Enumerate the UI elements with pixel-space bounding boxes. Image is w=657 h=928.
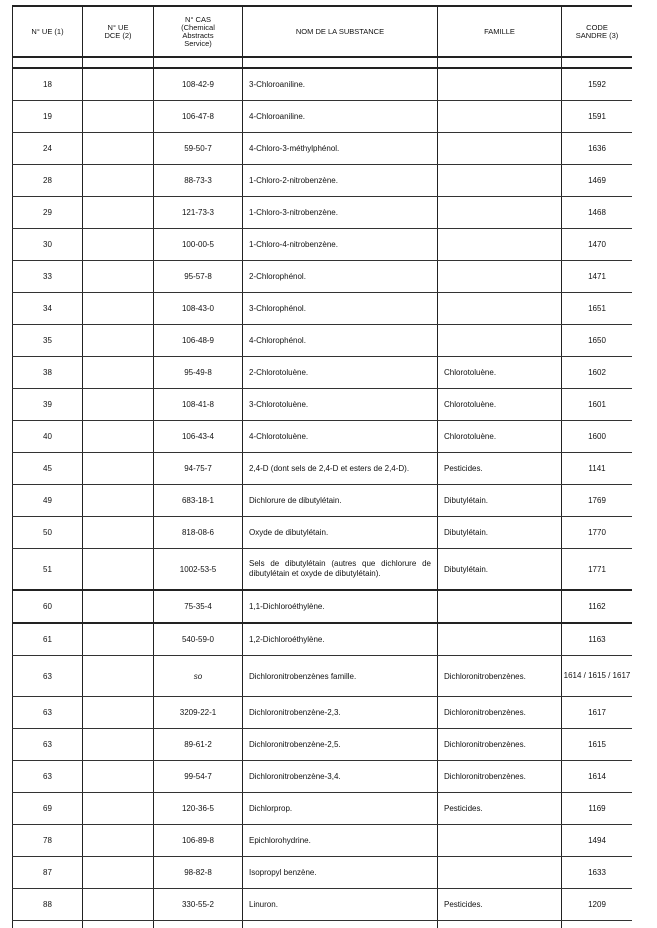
cell-cas: 3209-22-1 bbox=[154, 697, 243, 729]
cell-dce bbox=[83, 729, 154, 761]
cell-cas: 98-82-8 bbox=[154, 857, 243, 889]
cell-sandre-code: 1600 bbox=[562, 421, 633, 453]
cell-cas: 75-35-4 bbox=[154, 590, 243, 623]
table-row bbox=[13, 453, 633, 485]
cell-ue: 30 bbox=[13, 229, 83, 261]
cell-sandre-code: 1636 bbox=[562, 133, 633, 165]
cell-family: Chlorotoluène. bbox=[438, 389, 562, 421]
cell-sandre-code: 1163 bbox=[562, 623, 633, 656]
cell-family bbox=[438, 825, 562, 857]
cell-substance-name: Dichloronitrobenzène-3,4. bbox=[243, 761, 438, 793]
cell-ue: 40 bbox=[13, 421, 83, 453]
cell-substance-name: Sels de dibutylétain (autres que dichlorure de dibutylétain et oxyde de dibutylétain). bbox=[243, 549, 438, 591]
cell-dce bbox=[83, 889, 154, 921]
cell-substance-name: 1,2-Dichloroéthylène. bbox=[243, 623, 438, 656]
cell-sandre-code: 1771 bbox=[562, 549, 633, 591]
table-row bbox=[13, 549, 633, 591]
cell-ue: 18 bbox=[13, 68, 83, 101]
cell-ue: 60 bbox=[13, 590, 83, 623]
cell-cas: 540-59-0 bbox=[154, 623, 243, 656]
cell-cas: 108-41-8 bbox=[154, 389, 243, 421]
cell-family bbox=[438, 165, 562, 197]
cell-dce bbox=[83, 197, 154, 229]
cell-ue: 51 bbox=[13, 549, 83, 591]
cell-sandre-code: 1617 bbox=[562, 697, 633, 729]
cell-sandre-code: 1615 bbox=[562, 729, 633, 761]
cell-dce bbox=[83, 389, 154, 421]
cell-substance-name: Epichlorohydrine. bbox=[243, 825, 438, 857]
table-row bbox=[13, 485, 633, 517]
cell-family bbox=[438, 261, 562, 293]
table-row bbox=[13, 729, 633, 761]
cell-substance-name: 1-Chloro-4-nitrobenzène. bbox=[243, 229, 438, 261]
cell-substance-name: Dichloronitrobenzènes famille. bbox=[243, 656, 438, 697]
table-row bbox=[13, 421, 633, 453]
cell-substance-name: 2-Chlorophénol. bbox=[243, 261, 438, 293]
cell-substance-name: Oxyde de dibutylétain. bbox=[243, 517, 438, 549]
cell-substance-name: 3-Chlorophénol. bbox=[243, 293, 438, 325]
cell-family: Dichloronitrobenzènes. bbox=[438, 697, 562, 729]
cell-sandre-code: 1209 bbox=[562, 889, 633, 921]
table-row bbox=[13, 68, 633, 101]
cell-ue: 88 bbox=[13, 889, 83, 921]
cell-dce bbox=[83, 229, 154, 261]
table-row bbox=[13, 389, 633, 421]
cell-cas: 95-57-8 bbox=[154, 261, 243, 293]
cell-ue: 33 bbox=[13, 261, 83, 293]
cell-sandre-code: 1614 / 1615 / 1617 bbox=[562, 656, 633, 697]
table-row bbox=[13, 825, 633, 857]
cell-substance-name: Dichlorure de dibutylétain. bbox=[243, 485, 438, 517]
cell-substance-name: 3-Chloroaniline. bbox=[243, 68, 438, 101]
cell-family bbox=[438, 229, 562, 261]
cell-cas: 100-00-5 bbox=[154, 229, 243, 261]
table-row bbox=[13, 590, 633, 623]
cell-ue: 38 bbox=[13, 357, 83, 389]
table-row bbox=[13, 197, 633, 229]
table-row bbox=[13, 261, 633, 293]
cell-sandre-code: 1769 bbox=[562, 485, 633, 517]
cell-sandre-code: 1141 bbox=[562, 453, 633, 485]
header-spacer-row bbox=[13, 57, 633, 68]
cell-sandre-code: 1169 bbox=[562, 793, 633, 825]
table-row bbox=[13, 293, 633, 325]
header-name: NOM DE LA SUBSTANCE bbox=[243, 6, 438, 57]
cell-dce bbox=[83, 697, 154, 729]
cell-ue: 69 bbox=[13, 793, 83, 825]
cell-ue: 87 bbox=[13, 857, 83, 889]
cell-dce bbox=[83, 825, 154, 857]
cell-family bbox=[438, 857, 562, 889]
cell-cas: 94-75-7 bbox=[154, 453, 243, 485]
cell-cas: so bbox=[154, 656, 243, 697]
table-row bbox=[13, 133, 633, 165]
cell-dce bbox=[83, 857, 154, 889]
cell-family bbox=[438, 623, 562, 656]
cell-cas: 89-61-2 bbox=[154, 729, 243, 761]
header-family: FAMILLE bbox=[438, 6, 562, 57]
table-row bbox=[13, 623, 633, 656]
cell-sandre-code: 1468 bbox=[562, 197, 633, 229]
cell-ue: 78 bbox=[13, 825, 83, 857]
cell-dce bbox=[83, 453, 154, 485]
cell-cas: 108-42-9 bbox=[154, 68, 243, 101]
cell-dce bbox=[83, 623, 154, 656]
cell-dce bbox=[83, 421, 154, 453]
cell-substance-name: 2-Chlorotoluène. bbox=[243, 357, 438, 389]
cell-family: Dibutylétain. bbox=[438, 485, 562, 517]
cell-family: Dibutylétain. bbox=[438, 549, 562, 591]
cell-substance-name: Dichloronitrobenzène-2,5. bbox=[243, 729, 438, 761]
cell-cas: 120-36-5 bbox=[154, 793, 243, 825]
cell-sandre-code: 1469 bbox=[562, 165, 633, 197]
cell-substance-name: 4-Chloroaniline. bbox=[243, 101, 438, 133]
table-header-row bbox=[13, 6, 633, 57]
cell-ue: 63 bbox=[13, 697, 83, 729]
cell-family bbox=[438, 293, 562, 325]
substance-table bbox=[12, 5, 632, 928]
cell-cas: 106-43-4 bbox=[154, 421, 243, 453]
cell-dce bbox=[83, 549, 154, 591]
header-ue: N° UE (1) bbox=[13, 6, 83, 57]
cell-dce bbox=[83, 793, 154, 825]
cell-sandre-code: 1651 bbox=[562, 293, 633, 325]
cell-dce bbox=[83, 165, 154, 197]
cell-substance-name: Isopropyl benzène. bbox=[243, 857, 438, 889]
table-row bbox=[13, 165, 633, 197]
cell-ue: 28 bbox=[13, 165, 83, 197]
cell-sandre-code: 1770 bbox=[562, 517, 633, 549]
cell-dce bbox=[83, 357, 154, 389]
cell-dce bbox=[83, 68, 154, 101]
header-dce: N° UE DCE (2) bbox=[83, 6, 154, 57]
cell-substance-name: 3-Chlorotoluène. bbox=[243, 389, 438, 421]
substance-table-page bbox=[12, 5, 632, 928]
table-row bbox=[13, 889, 633, 921]
cell-family bbox=[438, 197, 562, 229]
cell-cas: 121-73-3 bbox=[154, 197, 243, 229]
cell-ue: 63 bbox=[13, 761, 83, 793]
cell-family: Dibutylétain. bbox=[438, 517, 562, 549]
cell-substance-name: 1-Chloro-3-nitrobenzène. bbox=[243, 197, 438, 229]
cell-ue: 45 bbox=[13, 453, 83, 485]
cell-ue: 34 bbox=[13, 293, 83, 325]
cell-cas: 683-18-1 bbox=[154, 485, 243, 517]
cell-family: Pesticides. bbox=[438, 793, 562, 825]
cell-family: Pesticides. bbox=[438, 453, 562, 485]
cell-sandre-code: 1602 bbox=[562, 357, 633, 389]
cell-family bbox=[438, 68, 562, 101]
cell-ue: 61 bbox=[13, 623, 83, 656]
cell-ue: 63 bbox=[13, 729, 83, 761]
cell-cas: 59-50-7 bbox=[154, 133, 243, 165]
cell-dce bbox=[83, 133, 154, 165]
cell-cas: 1002-53-5 bbox=[154, 549, 243, 591]
cell-cas: 99-54-7 bbox=[154, 761, 243, 793]
cell-family: Dichloronitrobenzènes. bbox=[438, 729, 562, 761]
cell-family bbox=[438, 101, 562, 133]
cell-dce bbox=[83, 656, 154, 697]
cell-substance-name: 2,4-D (dont sels de 2,4-D et esters de 2,4-D). bbox=[243, 453, 438, 485]
cell-sandre-code: 1471 bbox=[562, 261, 633, 293]
table-row bbox=[13, 325, 633, 357]
header-cas: N° CAS (Chemical Abstracts Service) bbox=[154, 6, 243, 57]
cell-sandre-code: 1592 bbox=[562, 68, 633, 101]
cell-dce bbox=[83, 101, 154, 133]
cell-dce bbox=[83, 517, 154, 549]
cell-substance-name: Linuron. bbox=[243, 889, 438, 921]
cell-cas: 106-47-8 bbox=[154, 101, 243, 133]
cell-ue: 29 bbox=[13, 197, 83, 229]
table-row bbox=[13, 357, 633, 389]
cell-dce bbox=[83, 485, 154, 517]
cell-family: Chlorotoluène. bbox=[438, 421, 562, 453]
cell-family: Pesticides. bbox=[438, 889, 562, 921]
cell-sandre-code: 1633 bbox=[562, 857, 633, 889]
header-code: CODE SANDRE (3) bbox=[562, 6, 633, 57]
table-row bbox=[13, 101, 633, 133]
cell-ue: 49 bbox=[13, 485, 83, 517]
cell-substance-name: 4-Chloro-3-méthylphénol. bbox=[243, 133, 438, 165]
cell-sandre-code: 1650 bbox=[562, 325, 633, 357]
table-row bbox=[13, 656, 633, 697]
cell-substance-name: 4-Chlorotoluène. bbox=[243, 421, 438, 453]
cell-family bbox=[438, 590, 562, 623]
cell-sandre-code: 1601 bbox=[562, 389, 633, 421]
cell-cas: 106-48-9 bbox=[154, 325, 243, 357]
cell-sandre-code: 1494 bbox=[562, 825, 633, 857]
cell-dce bbox=[83, 761, 154, 793]
cell-sandre-code: 1162 bbox=[562, 590, 633, 623]
cell-family: Chlorotoluène. bbox=[438, 357, 562, 389]
cell-ue: 39 bbox=[13, 389, 83, 421]
cell-dce bbox=[83, 293, 154, 325]
cell-sandre-code: 1614 bbox=[562, 761, 633, 793]
cell-sandre-code: 1591 bbox=[562, 101, 633, 133]
cell-cas: 330-55-2 bbox=[154, 889, 243, 921]
cell-dce bbox=[83, 325, 154, 357]
cell-ue: 19 bbox=[13, 101, 83, 133]
cell-substance-name: 4-Chlorophénol. bbox=[243, 325, 438, 357]
cell-dce bbox=[83, 590, 154, 623]
cell-ue: 63 bbox=[13, 656, 83, 697]
cell-cas: 88-73-3 bbox=[154, 165, 243, 197]
cell-family: Dichloronitrobenzènes. bbox=[438, 656, 562, 697]
table-row bbox=[13, 761, 633, 793]
cell-ue: 24 bbox=[13, 133, 83, 165]
cell-family bbox=[438, 325, 562, 357]
table-row bbox=[13, 517, 633, 549]
cell-cas: 95-49-8 bbox=[154, 357, 243, 389]
table-row bbox=[13, 229, 633, 261]
cell-ue: 35 bbox=[13, 325, 83, 357]
cell-substance-name: Dichlorprop. bbox=[243, 793, 438, 825]
cell-family bbox=[438, 133, 562, 165]
cell-cas: 106-89-8 bbox=[154, 825, 243, 857]
table-row bbox=[13, 793, 633, 825]
cell-ue: 50 bbox=[13, 517, 83, 549]
table-row bbox=[13, 697, 633, 729]
cell-dce bbox=[83, 261, 154, 293]
cell-cas: 818-08-6 bbox=[154, 517, 243, 549]
cell-substance-name: 1,1-Dichloroéthylène. bbox=[243, 590, 438, 623]
cell-cas: 108-43-0 bbox=[154, 293, 243, 325]
cell-sandre-code: 1470 bbox=[562, 229, 633, 261]
table-row bbox=[13, 857, 633, 889]
cell-substance-name: Dichloronitrobenzène-2,3. bbox=[243, 697, 438, 729]
cell-substance-name: 1-Chloro-2-nitrobenzène. bbox=[243, 165, 438, 197]
table-continuation-row bbox=[13, 921, 633, 928]
cell-family: Dichloronitrobenzènes. bbox=[438, 761, 562, 793]
